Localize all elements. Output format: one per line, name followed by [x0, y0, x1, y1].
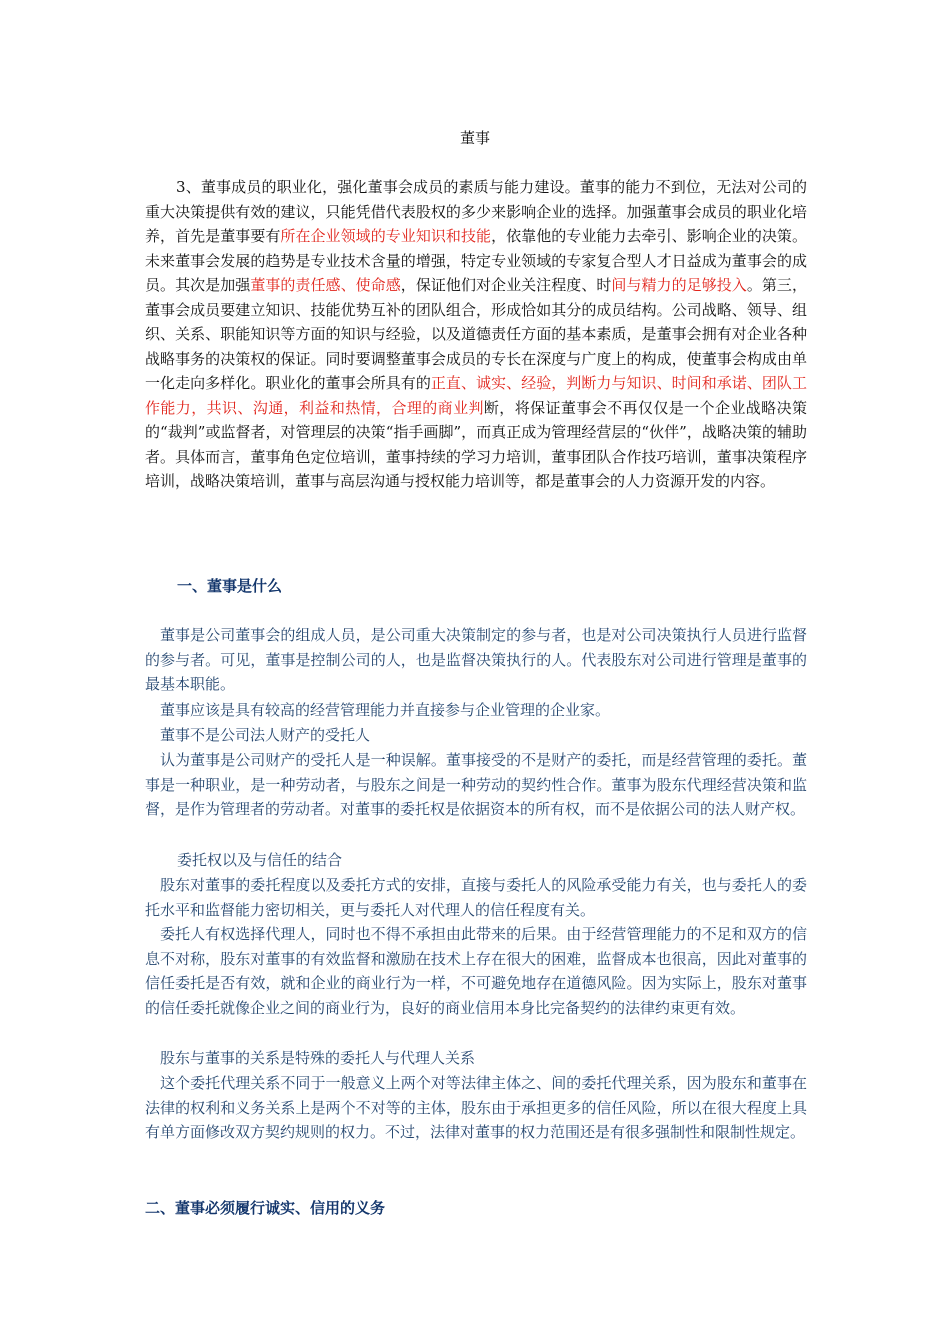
- document-title: 董事: [459, 129, 490, 147]
- paragraph-professionalization: [145, 175, 807, 494]
- highlight-red: 间与精力的足够投入: [611, 276, 747, 294]
- section-heading-2: 二、董事必须履行诚实、信用的义务: [145, 1199, 386, 1217]
- text-run: ，保证他们对企业关注程度、时: [400, 276, 612, 294]
- subheading-not-trustee: 董事不是公司法人财产的受托人: [160, 726, 371, 744]
- section-heading-1: 一、董事是什么: [177, 577, 283, 595]
- subheading-trust: 委托权以及与信任的结合: [177, 851, 343, 869]
- highlight-red: 正直、诚实、经验，判断力与知识、时间和承诺、团队工作能力，共识、沟通，利益和热情，合理的商业判: [145, 374, 807, 417]
- paragraph-trust: 股东对董事的委托程度以及委托方式的安排，直接与委托人的风险承受能力有关，也与委托人的委托水平和监督能力密切相关，更与委托人对代理人的信任程度有关。: [145, 876, 807, 919]
- paragraph-what-is-director: 董事是公司董事会的组成人员，是公司重大决策制定的参与者，也是对公司决策执行人员进行监督的参与者。可见，董事是控制公司的人，也是监督决策执行的人。代表股东对公司进行管理是董事的最基本职能。: [145, 626, 807, 693]
- highlight-red: 所在企业领域的专业知识和技能: [280, 227, 492, 245]
- paragraph-relation: 这个委托代理关系不同于一般意义上两个对等法律主体之、间的委托代理关系，因为股东和董事在法律的权利和义务关系上是两个不对等的主体，股东由于承担更多的信任风险，所以在很大程度上具有单方面修改双方契约规则的权力。不过，法律对董事的权力范围还是有很多强制性和限制性规定。: [145, 1074, 807, 1141]
- paragraph-agent: 委托人有权选择代理人，同时也不得不承担由此带来的后果。由于经营管理能力的不足和双方的信息不对称，股东对董事的有效监督和激励在技术上存在很大的困难，监督成本也很高，因此对董事的信任委托是否有效，就和企业的商业行为一样，不可避免地存在道德风险。因为实际上，股东对董事的信任委托就像企业之间的商业行为，良好的商业信用本身比完备契约的法律约束更有效。: [145, 925, 807, 1017]
- text-run: ，依靠他的专业能力去牵引、影响企业的决策。未来董事会发展的趋势是专业技术含量的增强，特定专业领域的专家复合型人才日益成为董事会的成员。其次是加强: [145, 227, 807, 294]
- text-run: 断，将保证董事会不再仅仅是一个企业战略决策的“裁判”或监督者，对管理层的决策“指手画脚”，而真正成为管理经营层的“伙伴”，战略决策的辅助者。具体而言，董事角色定位培训，董事持续的学习力培训，董事团队合作技巧培训，董事决策程序培训，战略决策培训，董事与高层沟通与授权能力培训等，都是董事会的人力资源开发的内容。: [145, 398, 807, 490]
- paragraph-director-should: 董事应该是具有较高的经营管理能力并直接参与企业管理的企业家。: [160, 701, 611, 719]
- text-run: 。第三，董事会成员要建立知识、技能优势互补的团队组合，形成恰如其分的成员结构。公司战略、领导、组织、关系、职能知识等方面的知识与经验，以及道德责任方面的基本素质，是董事会拥有对企业各种战略事务的决策权的保证。同时要调整董事会成员的专长在深度与广度上的构成，使董事会构成由单一化走向多样化。职业化的董事会所具有的: [145, 276, 807, 392]
- highlight-red: 董事的责任感、使命感: [250, 276, 401, 294]
- text-run: 3、董事成员的职业化，强化董事会成员的素质与能力建设。董事的能力不到位，无法对公司的重大决策提供有效的建议，只能凭借代表股权的多少来影响企业的选择。加强董事会成员的职业化培养，首先是董事要有: [145, 178, 807, 245]
- subheading-relation: 股东与董事的关系是特殊的委托人与代理人关系: [160, 1049, 476, 1067]
- paragraph-trustee: 认为董事是公司财产的受托人是一种误解。董事接受的不是财产的委托，而是经营管理的委托。董事是一种职业，是一种劳动者，与股东之间是一种劳动的契约性合作。董事为股东代理经营决策和监督，是作为管理者的劳动者。对董事的委托权是依据资本的所有权，而不是依据公司的法人财产权。: [145, 751, 807, 818]
